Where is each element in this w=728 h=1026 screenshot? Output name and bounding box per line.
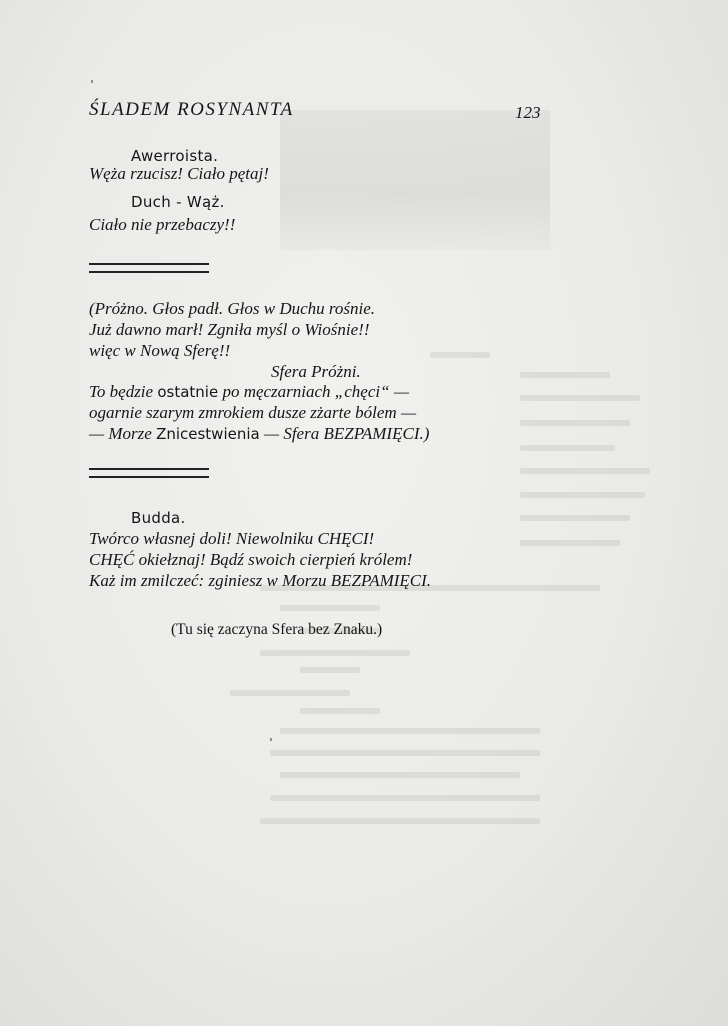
verse-line: (Próżno. Głos padł. Głos w Duchu rośnie. (89, 299, 376, 318)
verse-line (89, 424, 429, 444)
verse-line: ogarnie szarym zmrokiem dusze zżarte bólem — (89, 403, 417, 422)
verse-fragment: — Morze (89, 424, 152, 443)
speaker-awerroista: Awerroista. (131, 147, 219, 165)
verse-line (89, 382, 409, 402)
verse-line: Węża rzucisz! Ciało pętaj! (89, 164, 269, 183)
verse-line: Już dawno marł! Zgniła myśl o Wiośnie!! (89, 320, 370, 339)
double-rule (89, 468, 209, 478)
speaker-duch-waz: Duch - Wąż. (131, 193, 225, 211)
verse-line: CHĘĆ okiełznaj! Bądź swoich cierpień królem! (89, 550, 413, 569)
verse-fragment-upright: ostatnie (157, 383, 219, 401)
verse-fragment-upright: Znicestwienia (156, 425, 260, 443)
verse-line: Twórco własnej doli! Niewolniku CHĘCI! (89, 529, 375, 548)
stage-direction: (Tu się zaczyna Sfera bez Znaku.) (171, 621, 383, 638)
verse-fragment: To będzie (89, 382, 154, 401)
paper-speck (270, 738, 272, 741)
verse-fragment: — Sfera BEZPAMIĘCI.) (263, 424, 430, 443)
verse-line: więc w Nową Sferę!! (89, 341, 231, 360)
page-number: 123 (515, 103, 541, 122)
double-rule (89, 263, 209, 273)
verse-line: Każ im zmilczeć: zginiesz w Morzu BEZPAMIĘCI. (89, 571, 432, 590)
running-head: ŚLADEM ROSYNANTA (89, 99, 294, 120)
verse-fragment: po męczarniach „chęci“ — (222, 382, 409, 401)
speaker-budda: Budda. (131, 509, 186, 527)
paper-speck (91, 80, 93, 83)
verse-line: Ciało nie przebaczy!! (89, 215, 236, 234)
verse-line: Sfera Próżni. (271, 362, 361, 381)
